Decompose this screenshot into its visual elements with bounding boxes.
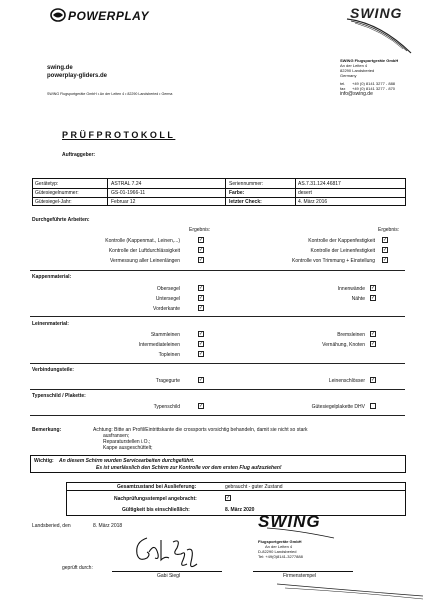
leinen-item: Bremsleinen xyxy=(337,332,365,338)
stamp-street: An der Leiten 4 xyxy=(265,544,293,549)
company-country: Germany xyxy=(340,73,357,78)
stamp-company: Flugsportgeräte GmbH xyxy=(258,539,302,544)
verbindung-item: Leinenschlösser xyxy=(328,378,365,384)
datum-value: 8. März 2018 xyxy=(93,523,123,529)
signature-graphic xyxy=(125,534,205,570)
company-block xyxy=(340,58,425,97)
geprueft-label: geprüft durch: xyxy=(62,565,93,571)
footer-swoosh-icon xyxy=(275,572,425,602)
kappe-item: Obersegel xyxy=(156,286,180,292)
verbindung-checkbox[interactable]: ✓ xyxy=(371,377,376,383)
arbeiten-item: Kontrolle der Luftdurchlässigkeit xyxy=(108,248,180,254)
typenschild-checkbox[interactable]: ✓ xyxy=(199,403,204,409)
verbindung-title: Verbindungsteile: xyxy=(32,367,74,373)
geraetetyp-value: ASTRAL 7.24 xyxy=(111,180,142,187)
guetesiegeljahr-label: Gütesiegel-Jahr: xyxy=(35,198,72,205)
ort-label: Landsberied, den xyxy=(32,523,71,529)
stamp-swoosh-icon xyxy=(266,526,336,540)
zustand-label: Gesamtzustand bei Auslieferung: xyxy=(117,484,197,490)
bemerkung-line: Reparaturstellen i.O.; xyxy=(103,439,151,445)
wichtig-label: Wichtig: xyxy=(34,458,54,464)
web-address-1[interactable]: swing.de xyxy=(47,65,73,71)
typenschild-item: Gütesiegelplakette DHV xyxy=(311,404,365,410)
guetesiegelnummer-label: Gütesiegelnummer: xyxy=(35,189,79,196)
wichtig-box xyxy=(30,455,406,473)
arbeiten-item: Kontrolle von Trimmung + Einstellung xyxy=(292,258,375,264)
stempel-checkbox[interactable]: ✓ xyxy=(226,495,231,501)
ergebnis-left: Ergebnis: xyxy=(189,227,211,233)
guetesiegeljahr-value: Februar 12 xyxy=(111,198,136,205)
arbeiten-item: Kontrolle der Kappenfestigkeit xyxy=(308,238,375,244)
swing-brand: SWING xyxy=(350,5,403,21)
web-address-2[interactable]: powerplay-gliders.de xyxy=(47,73,108,79)
fax-value: +49 (0) 8141 3277 - 870 xyxy=(352,86,396,91)
kappe-checkbox[interactable]: ✓ xyxy=(199,305,204,311)
company-name: SWING Flugsportgeräte GmbH xyxy=(340,58,399,63)
signer-name: Gabi Siegl xyxy=(157,573,181,579)
leinen-item: Intermediateleinen xyxy=(138,342,180,348)
leinen-checkbox[interactable]: ✓ xyxy=(199,331,204,337)
arbeiten-checkbox[interactable]: ✓ xyxy=(199,247,204,253)
divider xyxy=(30,316,405,317)
stamp-city: D-82290 Landsberied xyxy=(258,549,297,554)
leinen-item: Vernähung, Knoten xyxy=(322,342,365,348)
seriennummer-value: AS.7.31.124.46817 xyxy=(298,180,341,187)
verbindung-item: Tragegurte xyxy=(155,378,180,384)
leinen-checkbox[interactable]: ✓ xyxy=(199,341,204,347)
tel-value: +49 (0) 8141 3277 - 888 xyxy=(352,81,396,86)
powerplay-swirl-icon xyxy=(50,8,66,22)
guetesiegelnummer-value: GS-01-1966-11 xyxy=(111,189,146,196)
sender-line: SWING Flugsportgeräte GmbH • An der Leiten 4 • 82290 Landsberied • Germa xyxy=(47,92,173,96)
arbeiten-checkbox[interactable]: ✓ xyxy=(383,257,388,263)
typenschild-item: Typenschild xyxy=(153,404,180,410)
bemerkung-text xyxy=(93,427,403,451)
farbe-label: Farbe: xyxy=(229,189,245,196)
leinen-item: Stammleinen xyxy=(150,332,180,338)
powerplay-brand: POWERPLAY xyxy=(68,9,149,23)
stamp-tel: Tel: +49(0)8141-3277888 xyxy=(258,554,303,559)
tel-label: tel. xyxy=(340,81,346,86)
arbeiten-checkbox[interactable]: ✓ xyxy=(199,237,204,243)
arbeiten-item: Vermessung aller Leinenlängen xyxy=(109,258,180,264)
kappe-item: Nähte xyxy=(351,296,365,302)
letzter-check-value: 4. März 2016 xyxy=(298,198,328,205)
kappe-title: Kappenmaterial: xyxy=(32,274,72,280)
leinen-checkbox[interactable]: ✓ xyxy=(371,331,376,337)
arbeiten-title: Durchgeführte Arbeiten: xyxy=(32,217,90,223)
kappe-item: Untersegel xyxy=(155,296,180,302)
swing-logo xyxy=(350,5,410,35)
farbe-value: desert xyxy=(298,189,312,196)
divider xyxy=(30,415,405,416)
signature-line xyxy=(112,571,222,572)
bemerkung-line: Achtung: Bitte an Profil/Eintrittskante die crossports vorsichtig behandeln, damit sie nicht so stark xyxy=(93,427,308,433)
kappe-item: Innenwände xyxy=(337,286,365,292)
ergebnis-right: Ergebnis: xyxy=(378,227,400,233)
company-email[interactable]: info@swing.de xyxy=(340,91,373,97)
geraetetyp-label: Gerätetyp: xyxy=(35,180,59,187)
divider xyxy=(30,270,405,271)
kappe-checkbox[interactable]: ✓ xyxy=(371,285,376,291)
bemerkung-line: ausfransen; xyxy=(103,433,130,439)
kappe-item: Vorderkante xyxy=(153,306,180,312)
firmenstempel-label: Firmenstempel xyxy=(283,573,317,579)
gueltig-value: 8. März 2020 xyxy=(225,507,255,513)
seriennummer-label: Seriennummer: xyxy=(229,180,264,187)
verbindung-checkbox[interactable]: ✓ xyxy=(199,377,204,383)
arbeiten-item: Kontrolle (Kappenmat., Leinen,...) xyxy=(105,238,180,244)
kappe-checkbox[interactable]: ✓ xyxy=(199,285,204,291)
bemerkung-label: Bemerkung: xyxy=(32,427,62,433)
page-title: PRÜFPROTOKOLL xyxy=(62,130,176,140)
leinen-item: Topleinen xyxy=(158,352,180,358)
kappe-checkbox[interactable]: ✓ xyxy=(199,295,204,301)
leinen-title: Leinenmaterial: xyxy=(32,321,69,327)
bemerkung-line: Kappe ausgeschüttelt; xyxy=(103,445,153,451)
company-city: 82290 Landsberied xyxy=(340,68,375,73)
typenschild-title: Typenschild / Plakette: xyxy=(32,393,86,399)
fax-label: fax xyxy=(340,86,346,91)
stempel-label: Nachprüfungsstempel angebracht: xyxy=(114,496,197,502)
zustand-value: gebraucht - guter Zustand xyxy=(225,484,283,490)
letzter-check-label: letzter Check: xyxy=(229,198,262,205)
kappe-checkbox[interactable]: ✓ xyxy=(371,295,376,301)
wichtig-line2: Es ist unerlässlich den Schirm zur Kontrolle vor dem ersten Flug aufzuziehen! xyxy=(96,465,282,471)
typenschild-checkbox xyxy=(370,403,376,409)
wichtig-line1: An diesem Schirm wurden Servicearbeiten durchgeführt. xyxy=(59,458,195,464)
divider xyxy=(30,389,405,390)
gueltig-label: Gültigkeit bis einschließlich: xyxy=(122,507,190,513)
leinen-checkbox[interactable]: ✓ xyxy=(371,341,376,347)
stamp-brand: SWING xyxy=(258,512,321,531)
arbeiten-item: Kontrolle der Leinenfestigkeit xyxy=(310,248,375,254)
auftraggeber-label: Auftraggeber: xyxy=(62,152,96,158)
arbeiten-checkbox[interactable]: ✓ xyxy=(383,247,388,253)
arbeiten-checkbox[interactable]: ✓ xyxy=(383,237,388,243)
arbeiten-checkbox[interactable]: ✓ xyxy=(199,257,204,263)
swing-swoosh-icon xyxy=(345,17,415,57)
company-street: An der Leiten 4 xyxy=(340,63,368,68)
gesamt-box xyxy=(66,482,406,516)
divider xyxy=(30,363,405,364)
leinen-checkbox[interactable]: ✓ xyxy=(199,351,204,357)
